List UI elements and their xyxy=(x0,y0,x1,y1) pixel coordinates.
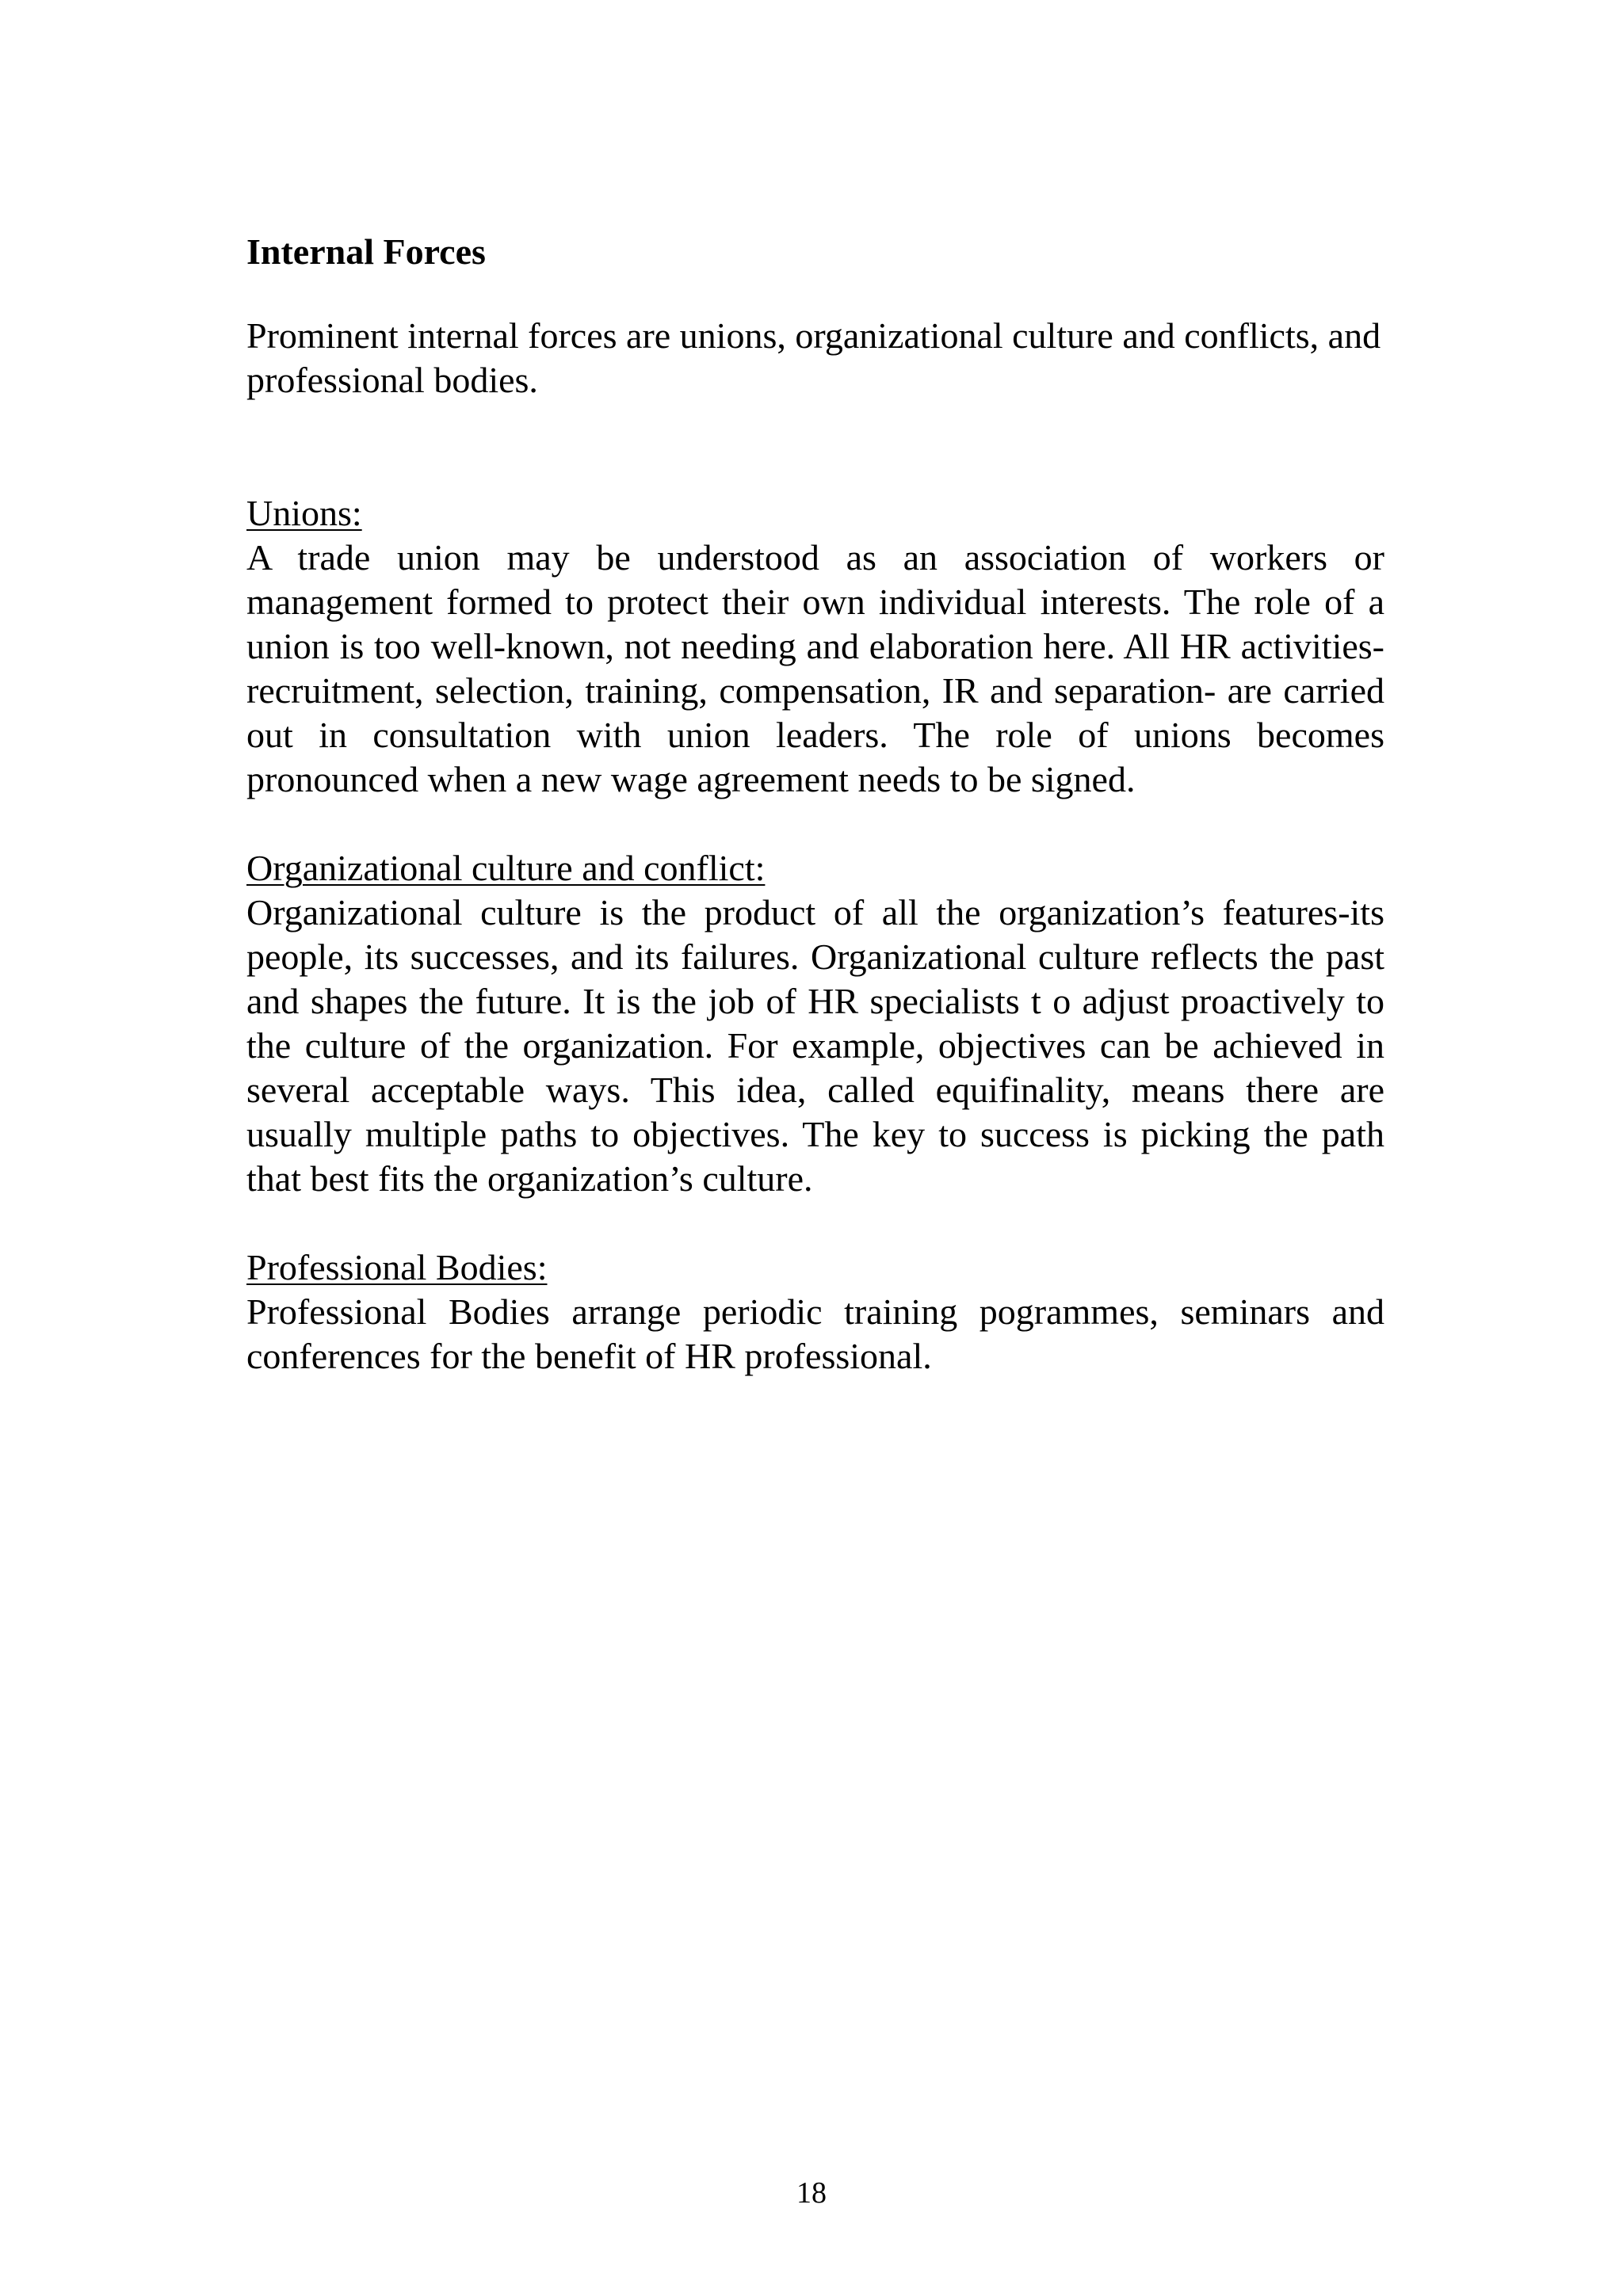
section-unions xyxy=(246,491,1384,802)
section-professional-bodies xyxy=(246,1245,1384,1379)
section-body-professional-bodies: Professional Bodies arrange periodic training pogrammes, seminars and conferences for the benefit of HR professional. xyxy=(246,1291,1384,1376)
section-body-organizational-culture: Organizational culture is the product of all the organization’s features-its people, its successes, and its failures. Organizational culture reflects the past and shapes the future. It is the job of HR specialists t o adjust proactively to the culture of the organization. For example, objectives can be achieved in several acceptable ways. This idea, called equifinality, means there are usually multiple paths to objectives. The key to success is picking the path that best fits the organization’s culture. xyxy=(246,892,1384,1199)
section-title-unions: Unions: xyxy=(246,493,362,533)
page-heading: Internal Forces xyxy=(246,231,486,272)
intro-paragraph: Prominent internal forces are unions, organizational culture and conflicts, and professional bodies. xyxy=(246,315,1381,400)
document-page xyxy=(246,230,1384,1379)
section-body-unions: A trade union may be understood as an association of workers or management formed to protect their own individual interests. The role of a union is too well-known, not needing and elaboration here. All HR activities- recruitment, selection, training, compensation, IR and separation- are carried out in consultation with union leaders. The role of unions becomes pronounced when a new wage agreement needs to be signed. xyxy=(246,537,1384,799)
section-title-organizational-culture: Organizational culture and conflict: xyxy=(246,848,766,888)
section-organizational-culture xyxy=(246,846,1384,1201)
section-title-professional-bodies: Professional Bodies: xyxy=(246,1247,548,1287)
page-number: 18 xyxy=(796,2176,827,2210)
